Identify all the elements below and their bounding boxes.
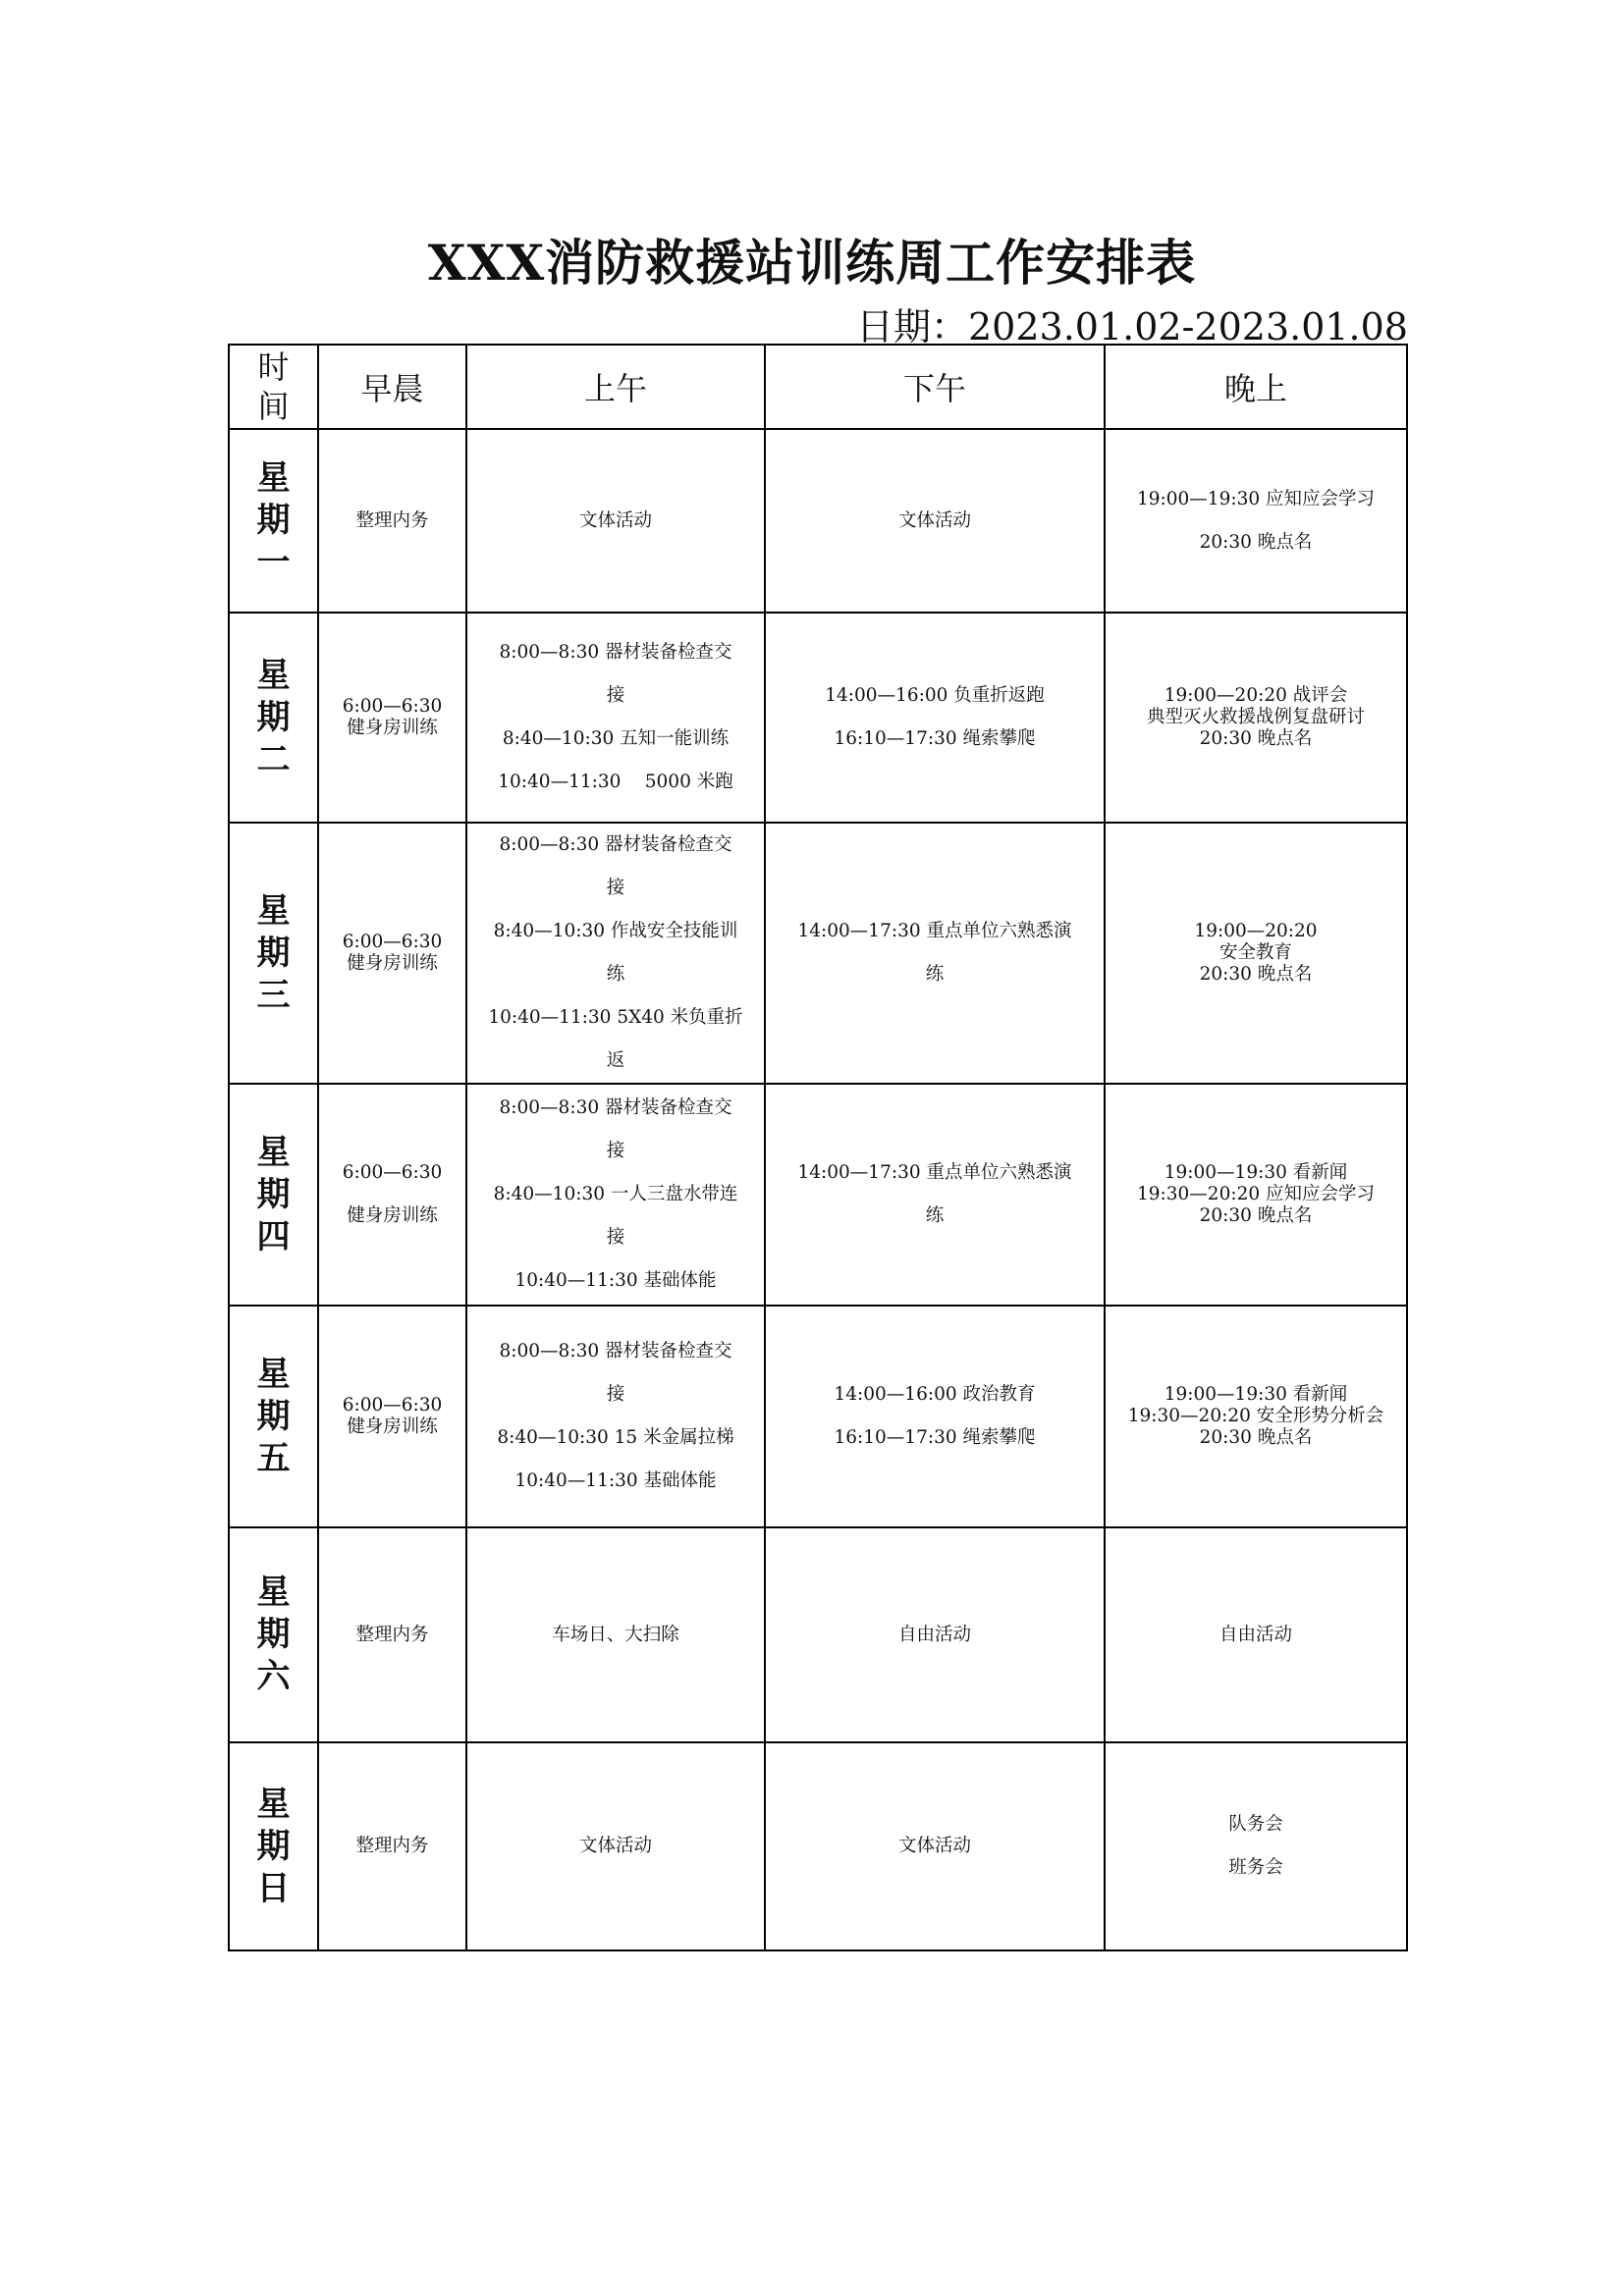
day-char: 星 xyxy=(256,655,291,695)
cell-line: 6:00—6:30 xyxy=(342,932,443,952)
cell-line: 19:30—20:20 安全形势分析会 xyxy=(1127,1406,1384,1426)
pm-cell xyxy=(765,613,1105,823)
cell-line: 健身房训练 xyxy=(347,1205,438,1226)
day-cell xyxy=(229,1084,318,1306)
cell-line: 练 xyxy=(606,964,625,985)
day-char: 一 xyxy=(256,543,291,582)
morning-cell xyxy=(318,823,466,1084)
evening-cell xyxy=(1105,1742,1407,1950)
day-char: 期 xyxy=(256,1826,291,1866)
cell-line: 20:30 晚点名 xyxy=(1199,531,1313,553)
cell-line: 健身房训练 xyxy=(347,718,438,738)
cell-line: 健身房训练 xyxy=(347,953,438,974)
evening-cell xyxy=(1105,1084,1407,1306)
cell-line: 20:30 晚点名 xyxy=(1199,728,1313,749)
pm-cell xyxy=(765,1742,1105,1950)
cell-line: 20:30 晚点名 xyxy=(1199,1427,1313,1448)
cell-line: 20:30 晚点名 xyxy=(1199,1205,1313,1226)
day-cell xyxy=(229,429,318,613)
am-cell xyxy=(466,1527,765,1742)
cell-line: 6:00—6:30 xyxy=(342,1395,443,1415)
pm-cell xyxy=(765,1084,1105,1306)
schedule-table xyxy=(228,344,1408,1951)
cell-line: 文体活动 xyxy=(897,509,971,531)
day-char: 星 xyxy=(256,890,291,931)
evening-cell xyxy=(1105,1306,1407,1527)
evening-cell xyxy=(1105,429,1407,613)
table-row xyxy=(229,1527,1407,1742)
evening-cell xyxy=(1105,1527,1407,1742)
cell-line: 班务会 xyxy=(1228,1857,1283,1878)
cell-line: 8:40—10:30 五知一能训练 xyxy=(502,728,730,749)
cell-line: 19:00—19:30 看新闻 xyxy=(1164,1162,1348,1183)
cell-line: 16:10—17:30 绳索攀爬 xyxy=(834,728,1036,749)
cell-line: 练 xyxy=(925,964,945,985)
pm-cell xyxy=(765,1306,1105,1527)
cell-line: 健身房训练 xyxy=(347,1416,438,1437)
morning-cell xyxy=(318,429,466,613)
cell-line: 10:40—11:30 基础体能 xyxy=(514,1270,717,1291)
day-char: 星 xyxy=(256,1784,291,1824)
cell-line: 10:40—11:30 5X40 米负重折 xyxy=(488,1007,743,1028)
table-row xyxy=(229,429,1407,613)
cell-line: 16:10—17:30 绳索攀爬 xyxy=(834,1427,1036,1448)
cell-line: 10:40—11:30 5000 米跑 xyxy=(498,772,733,792)
am-cell xyxy=(466,1306,765,1527)
table-row xyxy=(229,1306,1407,1527)
day-cell xyxy=(229,1742,318,1950)
header-time-line: 时 xyxy=(257,348,290,386)
cell-line: 安全教育 xyxy=(1218,942,1292,963)
header-time xyxy=(229,345,318,429)
header-pm: 下午 xyxy=(765,345,1105,429)
day-cell xyxy=(229,1306,318,1527)
am-cell xyxy=(466,1742,765,1950)
cell-line: 返 xyxy=(606,1050,625,1071)
cell-line: 19:00—19:30 看新闻 xyxy=(1164,1384,1348,1405)
cell-line: 8:00—8:30 器材装备检查交 xyxy=(499,1341,732,1362)
cell-line: 队务会 xyxy=(1228,1814,1283,1835)
header-am: 上午 xyxy=(466,345,765,429)
pm-cell xyxy=(765,823,1105,1084)
cell-line: 14:00—16:00 政治教育 xyxy=(834,1384,1036,1405)
day-cell xyxy=(229,823,318,1084)
day-char: 星 xyxy=(256,1573,291,1612)
cell-line: 20:30 晚点名 xyxy=(1199,964,1313,985)
morning-cell xyxy=(318,1527,466,1742)
cell-line: 接 xyxy=(606,1384,625,1405)
cell-line: 8:00—8:30 器材装备检查交 xyxy=(499,834,732,855)
evening-cell xyxy=(1105,823,1407,1084)
am-cell xyxy=(466,613,765,823)
cell-line: 练 xyxy=(925,1205,945,1226)
day-char: 四 xyxy=(256,1216,291,1256)
day-char: 期 xyxy=(256,1615,291,1654)
morning-cell xyxy=(318,613,466,823)
day-char: 三 xyxy=(256,975,291,1015)
cell-line: 8:00—8:30 器材装备检查交 xyxy=(499,1097,732,1118)
day-char: 期 xyxy=(256,501,291,540)
cell-line: 14:00—17:30 重点单位六熟悉演 xyxy=(797,1162,1072,1183)
cell-line: 19:00—19:30 应知应会学习 xyxy=(1136,488,1375,509)
morning-cell xyxy=(318,1742,466,1950)
day-char: 期 xyxy=(256,697,291,737)
day-char: 六 xyxy=(256,1657,291,1696)
header-morning: 早晨 xyxy=(318,345,466,429)
evening-cell xyxy=(1105,613,1407,823)
cell-line: 6:00—6:30 xyxy=(342,696,443,717)
cell-line: 19:30—20:20 应知应会学习 xyxy=(1136,1184,1375,1204)
cell-line: 文体活动 xyxy=(578,1836,652,1856)
cell-line: 接 xyxy=(606,1141,625,1161)
header-row xyxy=(229,345,1407,429)
header-time-line: 间 xyxy=(257,388,290,425)
morning-cell xyxy=(318,1306,466,1527)
day-char: 星 xyxy=(256,458,291,498)
cell-line: 自由活动 xyxy=(1218,1624,1292,1645)
cell-line: 整理内务 xyxy=(355,509,429,531)
pm-cell xyxy=(765,1527,1105,1742)
day-char: 日 xyxy=(256,1868,291,1908)
pm-cell xyxy=(765,429,1105,613)
page-title: XXX消防救援站训练周工作安排表 xyxy=(427,234,1197,292)
cell-line: 14:00—17:30 重点单位六熟悉演 xyxy=(797,921,1072,941)
cell-line: 10:40—11:30 基础体能 xyxy=(514,1470,717,1491)
day-char: 期 xyxy=(256,1396,291,1436)
table-row xyxy=(229,1742,1407,1950)
cell-line: 文体活动 xyxy=(578,509,652,531)
cell-line: 典型灭火救援战例复盘研讨 xyxy=(1146,707,1365,727)
day-char: 五 xyxy=(256,1438,291,1478)
cell-line: 整理内务 xyxy=(355,1836,429,1856)
cell-line: 8:40—10:30 作战安全技能训 xyxy=(493,921,738,941)
day-char: 二 xyxy=(256,739,291,779)
cell-line: 8:40—10:30 15 米金属拉梯 xyxy=(497,1427,734,1448)
cell-line: 6:00—6:30 xyxy=(342,1162,443,1183)
date-range: 日期：2023.01.02-2023.01.08 xyxy=(856,305,1408,348)
table-row xyxy=(229,823,1407,1084)
morning-cell xyxy=(318,1084,466,1306)
cell-line: 14:00—16:00 负重折返跑 xyxy=(825,685,1045,706)
day-char: 期 xyxy=(256,933,291,973)
am-cell xyxy=(466,1084,765,1306)
table-row xyxy=(229,613,1407,823)
cell-line: 8:00—8:30 器材装备检查交 xyxy=(499,642,732,663)
cell-line: 8:40—10:30 一人三盘水带连 xyxy=(493,1184,738,1204)
cell-line: 自由活动 xyxy=(897,1624,971,1645)
cell-line: 文体活动 xyxy=(897,1836,971,1856)
day-cell xyxy=(229,613,318,823)
day-cell xyxy=(229,1527,318,1742)
cell-line: 接 xyxy=(606,1227,625,1248)
am-cell xyxy=(466,429,765,613)
cell-line: 19:00—20:20 战评会 xyxy=(1164,685,1348,706)
cell-line: 19:00—20:20 xyxy=(1194,921,1318,941)
day-char: 星 xyxy=(256,1132,291,1172)
cell-line: 整理内务 xyxy=(355,1624,429,1645)
table-row xyxy=(229,1084,1407,1306)
header-evening: 晚上 xyxy=(1105,345,1407,429)
day-char: 期 xyxy=(256,1174,291,1214)
am-cell xyxy=(466,823,765,1084)
cell-line: 接 xyxy=(606,685,625,706)
cell-line: 车场日、大扫除 xyxy=(552,1624,679,1645)
cell-line: 接 xyxy=(606,878,625,898)
day-char: 星 xyxy=(256,1354,291,1394)
